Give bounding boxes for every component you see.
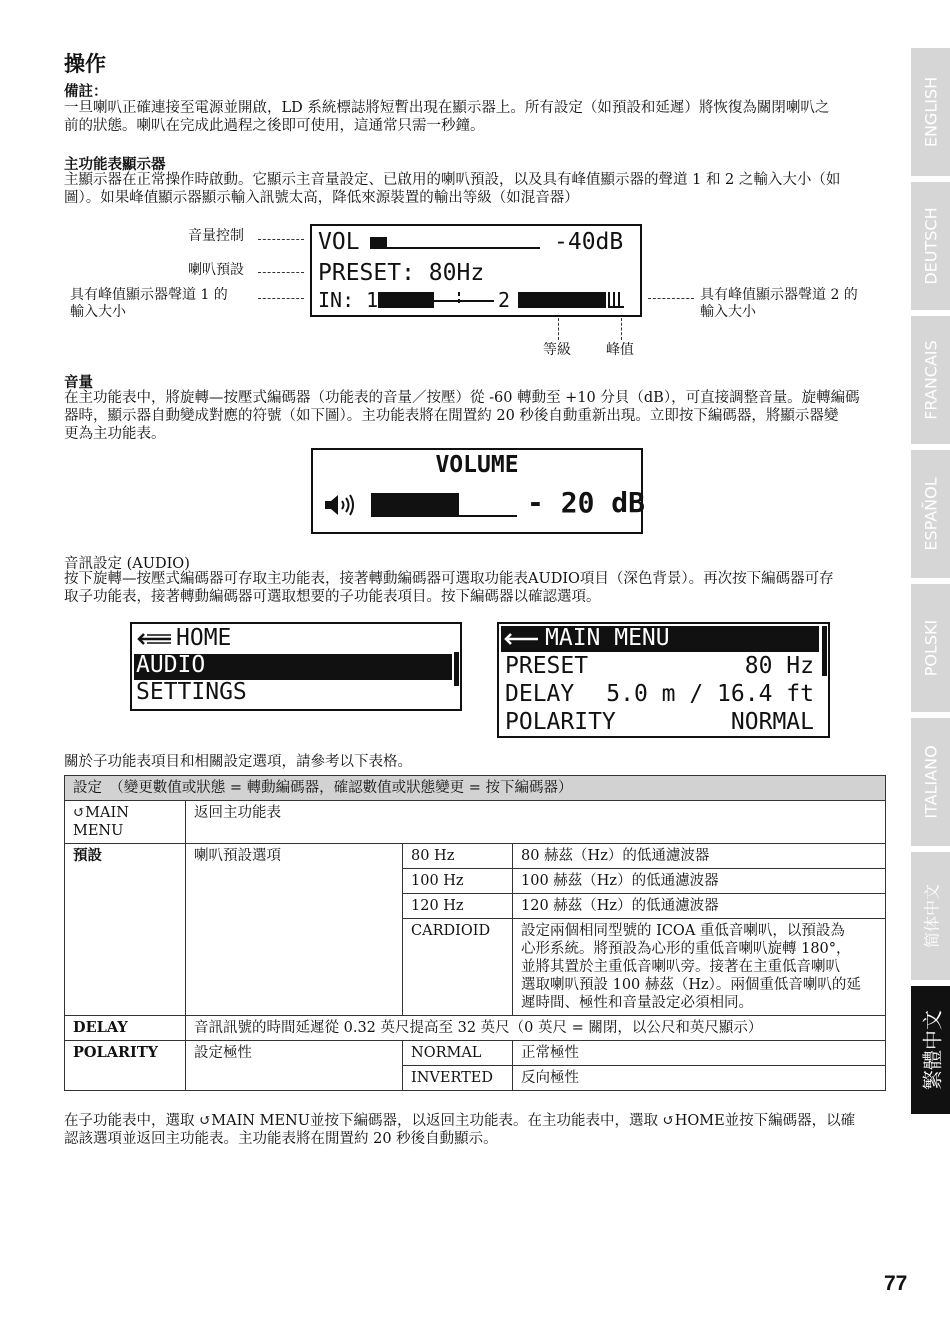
page-number: 77 (884, 1272, 908, 1295)
audio-heading: 音訊設定 (AUDIO) (64, 556, 190, 572)
page-title: 操作 (64, 51, 106, 76)
table-row (65, 801, 886, 844)
lcd-vol-label: VOL (318, 229, 360, 255)
note-line-1: 一旦喇叭正確連接至電源並開啟，LD 系統標誌將短暫出現在顯示器上。所有設定（如預設和延遲）將恢復為關閉喇叭之 (64, 100, 830, 116)
main-menu-lcd (130, 622, 462, 711)
audio-line-1: 按下旋轉—按壓式編碼器可存取主功能表，接著轉動編碼器可選取功能表AUDIO項目（深色背景）。再次按下編碼器可存 (64, 571, 834, 587)
delay-desc: 音訊訊號的時間延遲從 0.32 英尺提高至 32 英尺（0 英尺 = 關閉，以公尺和英尺顯示） (186, 1016, 886, 1041)
table-cell: CARDIOID (403, 919, 513, 1016)
submenu-delay-label[interactable]: DELAY (505, 681, 575, 707)
table-cell: 80 Hz (403, 844, 513, 869)
cardioid-line: 心形系統。將預設為心形的重低音喇叭旋轉 180°， (521, 941, 851, 957)
note-line-2: 前的狀態。喇叭在完成此過程之後即可使用，這通常只需一秒鐘。 (64, 118, 485, 134)
callout-ch2-a: 具有峰值顯示器聲道 2 的 (700, 287, 858, 303)
lcd-ch1-peak-mark (458, 292, 460, 296)
lcd-vol-value: -40dB (554, 229, 624, 255)
main-display-line-1: 主顯示器在正常操作時啟動。它顯示主音量設定、已啟用的喇叭預設，以及具有峰值顯示器的聲道 1 和 2 之輸入大小（如 (64, 172, 841, 188)
table-cell (65, 801, 186, 844)
polarity-label: POLARITY (65, 1041, 186, 1091)
back-arrow-icon (137, 632, 173, 646)
lcd-input-label: IN: 1 (318, 288, 379, 312)
lang-tab-label: ITALIANO (921, 745, 940, 819)
table-row (65, 1016, 886, 1041)
lcd-ch1-level-bar (378, 292, 434, 308)
main-display-heading: 主功能表顯示器 (64, 156, 166, 173)
cardioid-line: 並將其置於主重低音喇叭旁。接著在主重低音喇叭 (521, 959, 840, 975)
table-cell: 反向極性 (513, 1066, 886, 1091)
delay-label: DELAY (65, 1016, 186, 1041)
submenu-preset-label[interactable]: PRESET (505, 653, 589, 679)
lang-tab-deutsch[interactable] (911, 182, 950, 310)
table-cell: 100 Hz (403, 869, 513, 894)
lang-tab-traditional-chinese[interactable] (911, 986, 950, 1114)
submenu-scrollbar[interactable] (822, 626, 827, 676)
audio-submenu-lcd (497, 622, 830, 738)
menu-item-home[interactable]: HOME (176, 625, 232, 651)
lcd-ch2-level-bar (518, 292, 606, 308)
cardioid-line: 選取喇叭預設 100 赫茲（Hz）。兩個重低音喇叭的延 (521, 977, 861, 993)
cardioid-line: 設定兩個相同型號的 ICOA 重低音喇叭，以預設為 (521, 923, 845, 939)
volume-line-2: 器時，顯示器自動變成對應的符號（如下圖）。主功能表將在閒置約 20 秒後自動重新出現。立即按下編碼器，將顯示器變 (64, 408, 839, 424)
callout-line (648, 298, 694, 299)
table-intro: 關於子功能表項目和相關設定選項，請參考以下表格。 (64, 754, 412, 770)
lang-tab-simplified-chinese[interactable] (911, 852, 950, 980)
cardioid-line: 遲時間、極性和音量設定必須相同。 (521, 995, 753, 1011)
lcd-ch2-peak-mark (608, 292, 610, 306)
audio-line-2: 取子功能表，接著轉動編碼器可選取想要的子功能表項目。按下編碼器以確認選項。 (64, 589, 601, 605)
main-display-line-2: 圖）。如果峰值顯示器顯示輸入訊號太高，降低來源裝置的輸出等級（如混音器） (64, 190, 579, 206)
table-cell: INVERTED (403, 1066, 513, 1091)
settings-table (64, 775, 886, 1091)
callout-line (558, 318, 559, 340)
lcd-ch1-peak-mark (458, 299, 460, 303)
table-cell: 120 赫茲（Hz）的低通濾波器 (513, 894, 886, 919)
menu-item-settings[interactable]: SETTINGS (136, 679, 247, 705)
table-row (65, 1041, 886, 1066)
polarity-desc: 設定極性 (186, 1041, 403, 1091)
callout-volume: 音量控制 (188, 228, 244, 244)
lang-tab-label: ENGLISH (921, 76, 940, 148)
lcd-ch2-track (608, 306, 624, 308)
volume-level-bar (371, 493, 459, 517)
lang-tab-label: FRANCAIS (921, 340, 940, 420)
callout-level: 等級 (543, 342, 571, 358)
submenu-preset-value: 80 Hz (744, 653, 814, 679)
cardioid-desc (513, 919, 886, 1016)
volume-lcd-value: - 20 dB (527, 486, 646, 519)
lang-tab-label: DEUTSCH (921, 207, 940, 285)
footer-line-2: 認該選項並返回主功能表。主功能表將在閒置約 20 秒後自動顯示。 (64, 1131, 498, 1147)
table-row (65, 844, 886, 869)
note-heading: 備註： (64, 83, 108, 100)
lang-tab-francais[interactable] (911, 316, 950, 444)
volume-line-3: 更為主功能表。 (64, 426, 166, 442)
callout-line (258, 272, 304, 273)
preset-label: 預設 (65, 844, 186, 1016)
table-header-row (65, 776, 886, 801)
submenu-polarity-label[interactable]: POLARITY (505, 709, 616, 735)
preset-desc: 喇叭預設選項 (186, 844, 403, 1016)
table-cell: 100 赫茲（Hz）的低通濾波器 (513, 869, 886, 894)
speaker-icon (323, 493, 357, 517)
callout-line (258, 239, 304, 240)
lcd-ch2-peak-mark (618, 292, 620, 306)
lang-tab-espanol[interactable] (911, 450, 950, 578)
submenu-main-menu[interactable]: MAIN MENU (545, 625, 670, 651)
lcd-ch2-label: 2 (498, 288, 511, 312)
callout-ch1-b: 輸入大小 (70, 304, 126, 320)
volume-heading: 音量 (64, 374, 93, 391)
lang-tab-polski[interactable] (911, 584, 950, 712)
lang-tab-italiano[interactable] (911, 718, 950, 846)
volume-level-track (371, 515, 517, 517)
lang-tab-label: ESPAÑOL (921, 477, 940, 551)
main-menu-label-2: MENU (73, 823, 124, 839)
table-cell: NORMAL (403, 1041, 513, 1066)
table-cell: 返回主功能表 (186, 801, 886, 844)
menu-item-audio[interactable]: AUDIO (136, 652, 206, 678)
lang-tab-english[interactable] (911, 48, 950, 176)
footer-line-1: 在子功能表中，選取 ↺MAIN MENU並按下編碼器，以返回主功能表。在主功能表中，選取 ↺HOME並按下編碼器，以確 (64, 1113, 856, 1129)
lang-tab-label: POLSKI (921, 619, 940, 677)
table-header: 設定 （變更數值或狀態 = 轉動編碼器，確認數值或狀態變更 = 按下編碼器） (65, 776, 886, 801)
callout-ch1-a: 具有峰值顯示器聲道 1 的 (70, 287, 228, 303)
callout-ch2-b: 輸入大小 (700, 304, 756, 320)
callout-peak: 峰值 (606, 342, 634, 358)
volume-lcd-title: VOLUME (435, 452, 519, 478)
back-arrow-icon (504, 632, 540, 646)
volume-line-1: 在主功能表中，將旋轉—按壓式編碼器（功能表的音量／按壓）從 -60 轉動至 +10 分貝（dB），可直接調整音量。旋轉編碼 (64, 390, 860, 406)
table-cell: 80 赫茲（Hz）的低通濾波器 (513, 844, 886, 869)
callout-line (621, 318, 622, 340)
lcd-vol-track (370, 247, 540, 249)
lcd-ch2-peak-mark (613, 292, 615, 306)
lang-tab-label: 简体中文 (922, 883, 941, 949)
submenu-polarity-value: NORMAL (730, 709, 814, 735)
volume-lcd-display (311, 448, 646, 534)
lcd-ch1-track (434, 300, 494, 302)
main-menu-label-1: ↺MAIN (73, 805, 129, 821)
table-cell: 120 Hz (403, 894, 513, 919)
callout-preset: 喇叭預設 (188, 262, 244, 278)
main-lcd-display (310, 224, 642, 317)
menu-scrollbar[interactable] (454, 652, 459, 686)
callout-line (258, 298, 304, 299)
lcd-preset: PRESET: 80Hz (318, 260, 485, 286)
table-cell: 正常極性 (513, 1041, 886, 1066)
lang-tab-label: 繁體中文 (920, 1010, 944, 1090)
submenu-delay-value: 5.0 m / 16.4 ft (606, 681, 814, 707)
